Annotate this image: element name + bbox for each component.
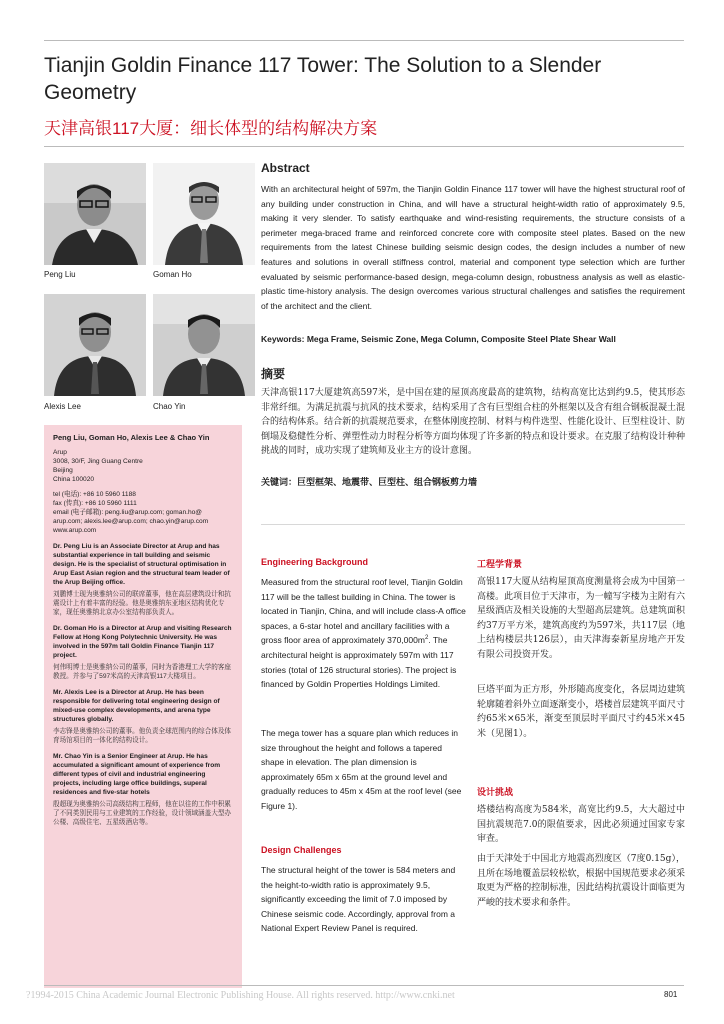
keywords-zh: 关键词：巨型框架、地震带、巨型柱、组合钢板剪力墙 — [261, 478, 478, 488]
background-zh-paragraph-1: 高银117大厦从结构屋顶高度测量将会成为中国第一高楼。此项目位于天津市，为一幢写字楼为主附有六星级酒店及相关设施的大型超高层建筑。总建筑面积约37万平方米，建筑高度约为597米，共117层（地上结构楼层共126层），由天津海泰新星房地产开发有限公司投资开发。 — [477, 577, 685, 660]
bio-en: Dr. Goman Ho is a Director at Arup and visiting Research Fellow at Hong Kong Polytechnic University. He was involved in the 597m tall Goldin Finance Tianjin 117 project. — [53, 625, 232, 659]
portrait-image — [153, 294, 255, 396]
section-heading-challenges: Design Challenges — [261, 845, 342, 855]
contact-tel: tel (电话): +86 10 5960 1188 — [53, 491, 136, 498]
bio-zh: 李志锋是奥雅纳公司的董事。他负责全球范围内的综合体及体育场馆项目的一体化的结构设计。 — [53, 728, 232, 744]
author-photo-chao-yin — [153, 294, 255, 396]
copyright-footer: ?1994-2015 China Academic Journal Electronic Publishing House. All rights reserved. http://www.cnki.net — [26, 990, 455, 1001]
portrait-image — [44, 163, 146, 265]
bio-goman-ho — [53, 624, 234, 681]
abstract-heading: Abstract — [261, 161, 310, 175]
author-caption-goman-ho: Goman Ho — [153, 270, 192, 279]
bio-alexis-lee — [53, 688, 234, 745]
bottom-rule — [44, 985, 684, 986]
bio-en: Mr. Alexis Lee is a Director at Arup. He has been responsible for delivering total engineering design of mixed-use complex developments, and arena type structures globally. — [53, 689, 220, 723]
author-caption-alexis-lee: Alexis Lee — [44, 402, 81, 411]
bio-zh: 何伟明博士是奥雅纳公司的董事，同时为香港理工大学的客座教授。并参与了597米高的天津高银117大楼项目。 — [53, 664, 232, 680]
author-photo-goman-ho — [153, 163, 255, 265]
top-rule — [44, 40, 684, 41]
abstract-zh-text: 天津高银117大厦建筑高597米，是中国在建的屋顶高度最高的建筑物，结构高宽比达到约9.5，使其形态非常纤细。为满足抗震与抗风的技术要求，结构采用了含有巨型组合柱的外框架以及含有组合钢板混凝土混合的结构体系。结合新的抗震规范要求，在整体刚度控制、材料与构件选型、性能化设计、巨型柱设计、防倒塌及稳健性分析、弹塑性动力时程分析等方面均体现了许多新的特点和设计要求。在克服了结构设计种种挑战的同时，成功实现了建筑师及业主方的设计意图。 — [261, 388, 685, 457]
abstract-zh-heading: 摘要 — [261, 367, 286, 381]
author-photo-peng-liu — [44, 163, 146, 265]
bio-peng-liu — [53, 542, 234, 617]
background-paragraph-1: Measured from the structural roof level, Tianjin Goldin 117 will be the tallest building in China. The tower is located in Tianjin, China, and will include class-A office spaces, a 6-star hotel and ancillary facilities with a gross floor area of approximately $370,000m^2$. The architectural height is approximately 597m with 117 stories (total of 126 structural stories). The project is financed by Goldin Properties Holdings Limited. — [261, 577, 466, 690]
bio-zh: 殷超现为奥雅纳公司高级结构工程师，他在以往的工作中积累了不同类别民用与工业建筑的工作经验，设计领域涵盖大型办公楼、高级住宅、五星级酒店等。 — [53, 801, 232, 826]
bio-chao-yin — [53, 752, 234, 827]
article-title-en: Tianjin Goldin Finance 117 Tower: The Solution to a Slender Geometry — [44, 54, 602, 104]
bio-en: Dr. Peng Liu is an Associate Director at Arup and has substantial experience in tall building and seismic design. He is the specialist of structural optimisation in Arup East Asian region and the structural team leader of the Arup Beijing office. — [53, 543, 230, 586]
section-heading-challenges-zh: 设计挑战 — [477, 788, 514, 798]
bio-zh: 刘鹏博士现为奥雅纳公司的联席董事，他在高层建筑设计和抗震设计上有着丰富的经验。他是奥雅纳东亚地区结构优化专家，现任奥雅纳北京办公室结构部负责人。 — [53, 591, 232, 616]
address-line: China 100020 — [53, 476, 95, 483]
address-line: 3008, 30/F, Jing Guang Centre — [53, 458, 143, 465]
article-title-zh: 天津高银117大厦：细长体型的结构解决方案 — [44, 119, 378, 138]
section-heading-background-zh: 工程学背景 — [477, 560, 523, 570]
bio-en: Mr. Chao Yin is a Senior Engineer at Arup. He has accumulated a significant amount of experience from different types of civil and industrial engineering projects, including large office buildings, superal residences and five-star hotels — [53, 753, 221, 796]
abstract-text: With an architectural height of 597m, the Tianjin Goldin Finance 117 tower will have the highest structural roof of any building under construction in China, and will have a structural height-width ratio of approximately 9.5, making it very slender. To satisfy earthquake and wind-resisting requirements, the structure consists of a perimeter mega-braced frame and reinforced concrete core with composite steel plates. Based on the new requirements from the latest Chinese building seismic design codes, the design includes a number of new features and solutions in overall stiffness control, material and component type selection which are further evaluated by seismic performance-based design, mega-column design, robustness analysis as well as elastic-plastic time-history analysis. The design overcomes various structural challenges and satisfies the requirement of the architect and the client. — [261, 184, 685, 311]
portrait-image — [44, 294, 146, 396]
challenges-paragraph-1: The structural height of the tower is 584 meters and the height-to-width ratio is approximately 9.5, significantly exceeding the limit of 7.0 imposed by Chinese seismic code. Accordingly, approval from a National Expert Review Panel is required. — [261, 865, 456, 934]
address-line: Beijing — [53, 467, 73, 474]
challenges-zh-paragraph-1: 塔楼结构高度为584米，高宽比约9.5，大大超过中国抗震规范7.0的限值要求，因此必须通过国家专家审查。 — [477, 805, 685, 845]
contact-fax: fax (传真): +86 10 5960 1111 — [53, 500, 137, 507]
contact-website: www.arup.com — [53, 527, 97, 534]
section-divider — [261, 524, 685, 525]
sidebar-author-names: Peng Liu, Goman Ho, Alexis Lee & Chao Yin — [53, 433, 210, 442]
author-caption-chao-yin: Chao Yin — [153, 402, 186, 411]
contact-email: email (电子邮箱): peng.liu@arup.com; goman.ho@ — [53, 509, 202, 516]
page-number: 801 — [664, 990, 678, 999]
section-heading-background: Engineering Background — [261, 557, 369, 567]
author-info-sidebar — [44, 425, 242, 988]
background-zh-paragraph-2: 巨塔平面为正方形，外形随高度变化，各层周边建筑轮廓随着斜外立面逐渐变小，塔楼首层建筑平面尺寸约65米×65米，渐变至顶层时平面尺寸约45米×45米（见图1）。 — [477, 685, 685, 739]
challenges-zh-paragraph-2: 由于天津处于中国北方地震高烈度区（7度0.15g），且所在场地覆盖层较松软，根据中国规范要求必须采取更为严格的控制标准，因此结构抗震设计面临更为严峻的技术要求和条件。 — [477, 854, 685, 908]
background-paragraph-2: The mega tower has a square plan which reduces in size throughout the height and follows a tapered shape in elevation. The plan dimension is approximately 65m x 65m at the ground level and gradually reduces to 45m x 45m at the roof level (see Figure 1). — [261, 728, 462, 811]
address-line: Arup — [53, 449, 67, 456]
contact-email-cont: arup.com; alexis.lee@arup.com; chao.yin@arup.com — [53, 518, 209, 525]
portrait-image — [153, 163, 255, 265]
author-caption-peng-liu: Peng Liu — [44, 270, 76, 279]
keywords-en: Keywords: Mega Frame, Seismic Zone, Mega Column, Composite Steel Plate Shear Wall — [261, 334, 616, 344]
author-photo-alexis-lee — [44, 294, 146, 396]
title-rule — [44, 146, 684, 147]
